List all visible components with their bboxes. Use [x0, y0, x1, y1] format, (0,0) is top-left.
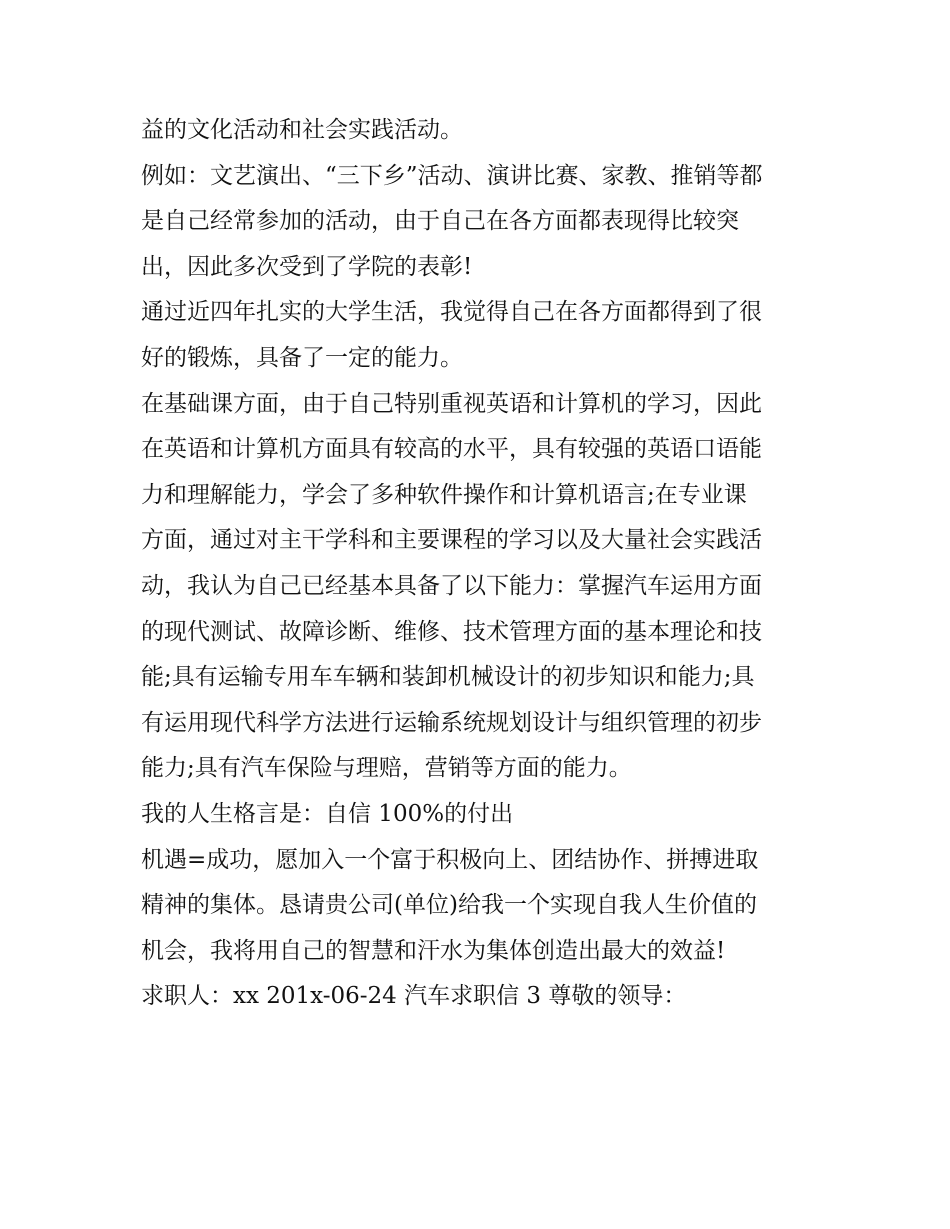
text-line: 出，因此多次受到了学院的表彰!: [141, 253, 473, 280]
text-line: 能;具有运输专用车车辆和装卸机械设计的初步知识和能力;具: [141, 664, 755, 691]
text-line: 机遇=成功，愿加入一个富于积极向上、团结协作、拼搏进取: [141, 846, 759, 873]
text-line: 能力;具有汽车保险与理赔，营销等方面的能力。: [141, 755, 632, 782]
text-line: 是自己经常参加的活动，由于自己在各方面都表现得比较突: [141, 208, 739, 235]
text-line: 在英语和计算机方面具有较高的水平，具有较强的英语口语能: [141, 436, 762, 463]
text-line: 机会，我将用自己的智慧和汗水为集体创造出最大的效益!: [141, 937, 726, 964]
text-line: 的现代测试、故障诊断、维修、技术管理方面的基本理论和技: [141, 618, 762, 645]
text-line: 我的人生格言是：自信 100%的付出: [141, 800, 514, 827]
text-line: 在基础课方面，由于自己特别重视英语和计算机的学习，因此: [141, 390, 762, 417]
text-line: 力和理解能力，学会了多种软件操作和计算机语言;在专业课: [141, 481, 747, 508]
body-text: [141, 108, 831, 1020]
text-line: 例如：文艺演出、“三下乡”活动、演讲比赛、家教、推销等都: [141, 162, 763, 189]
text-line: 求职人：xx 201x-06-24 汽车求职信 3 尊敬的领导：: [141, 983, 687, 1010]
text-line: 好的锻炼，具备了一定的能力。: [141, 344, 463, 371]
text-line: 精神的集体。恳请贵公司(单位)给我一个实现自我人生价值的: [141, 892, 757, 919]
text-line: 动，我认为自己已经基本具备了以下能力：掌握汽车运用方面: [141, 572, 762, 599]
text-line: 通过近四年扎实的大学生活，我觉得自己在各方面都得到了很: [141, 299, 762, 326]
text-line: 有运用现代科学方法进行运输系统规划设计与组织管理的初步: [141, 709, 762, 736]
text-line: 益的文化活动和社会实践活动。: [141, 117, 463, 143]
text-line: 方面，通过对主干学科和主要课程的学习以及大量社会实践活: [141, 527, 762, 554]
